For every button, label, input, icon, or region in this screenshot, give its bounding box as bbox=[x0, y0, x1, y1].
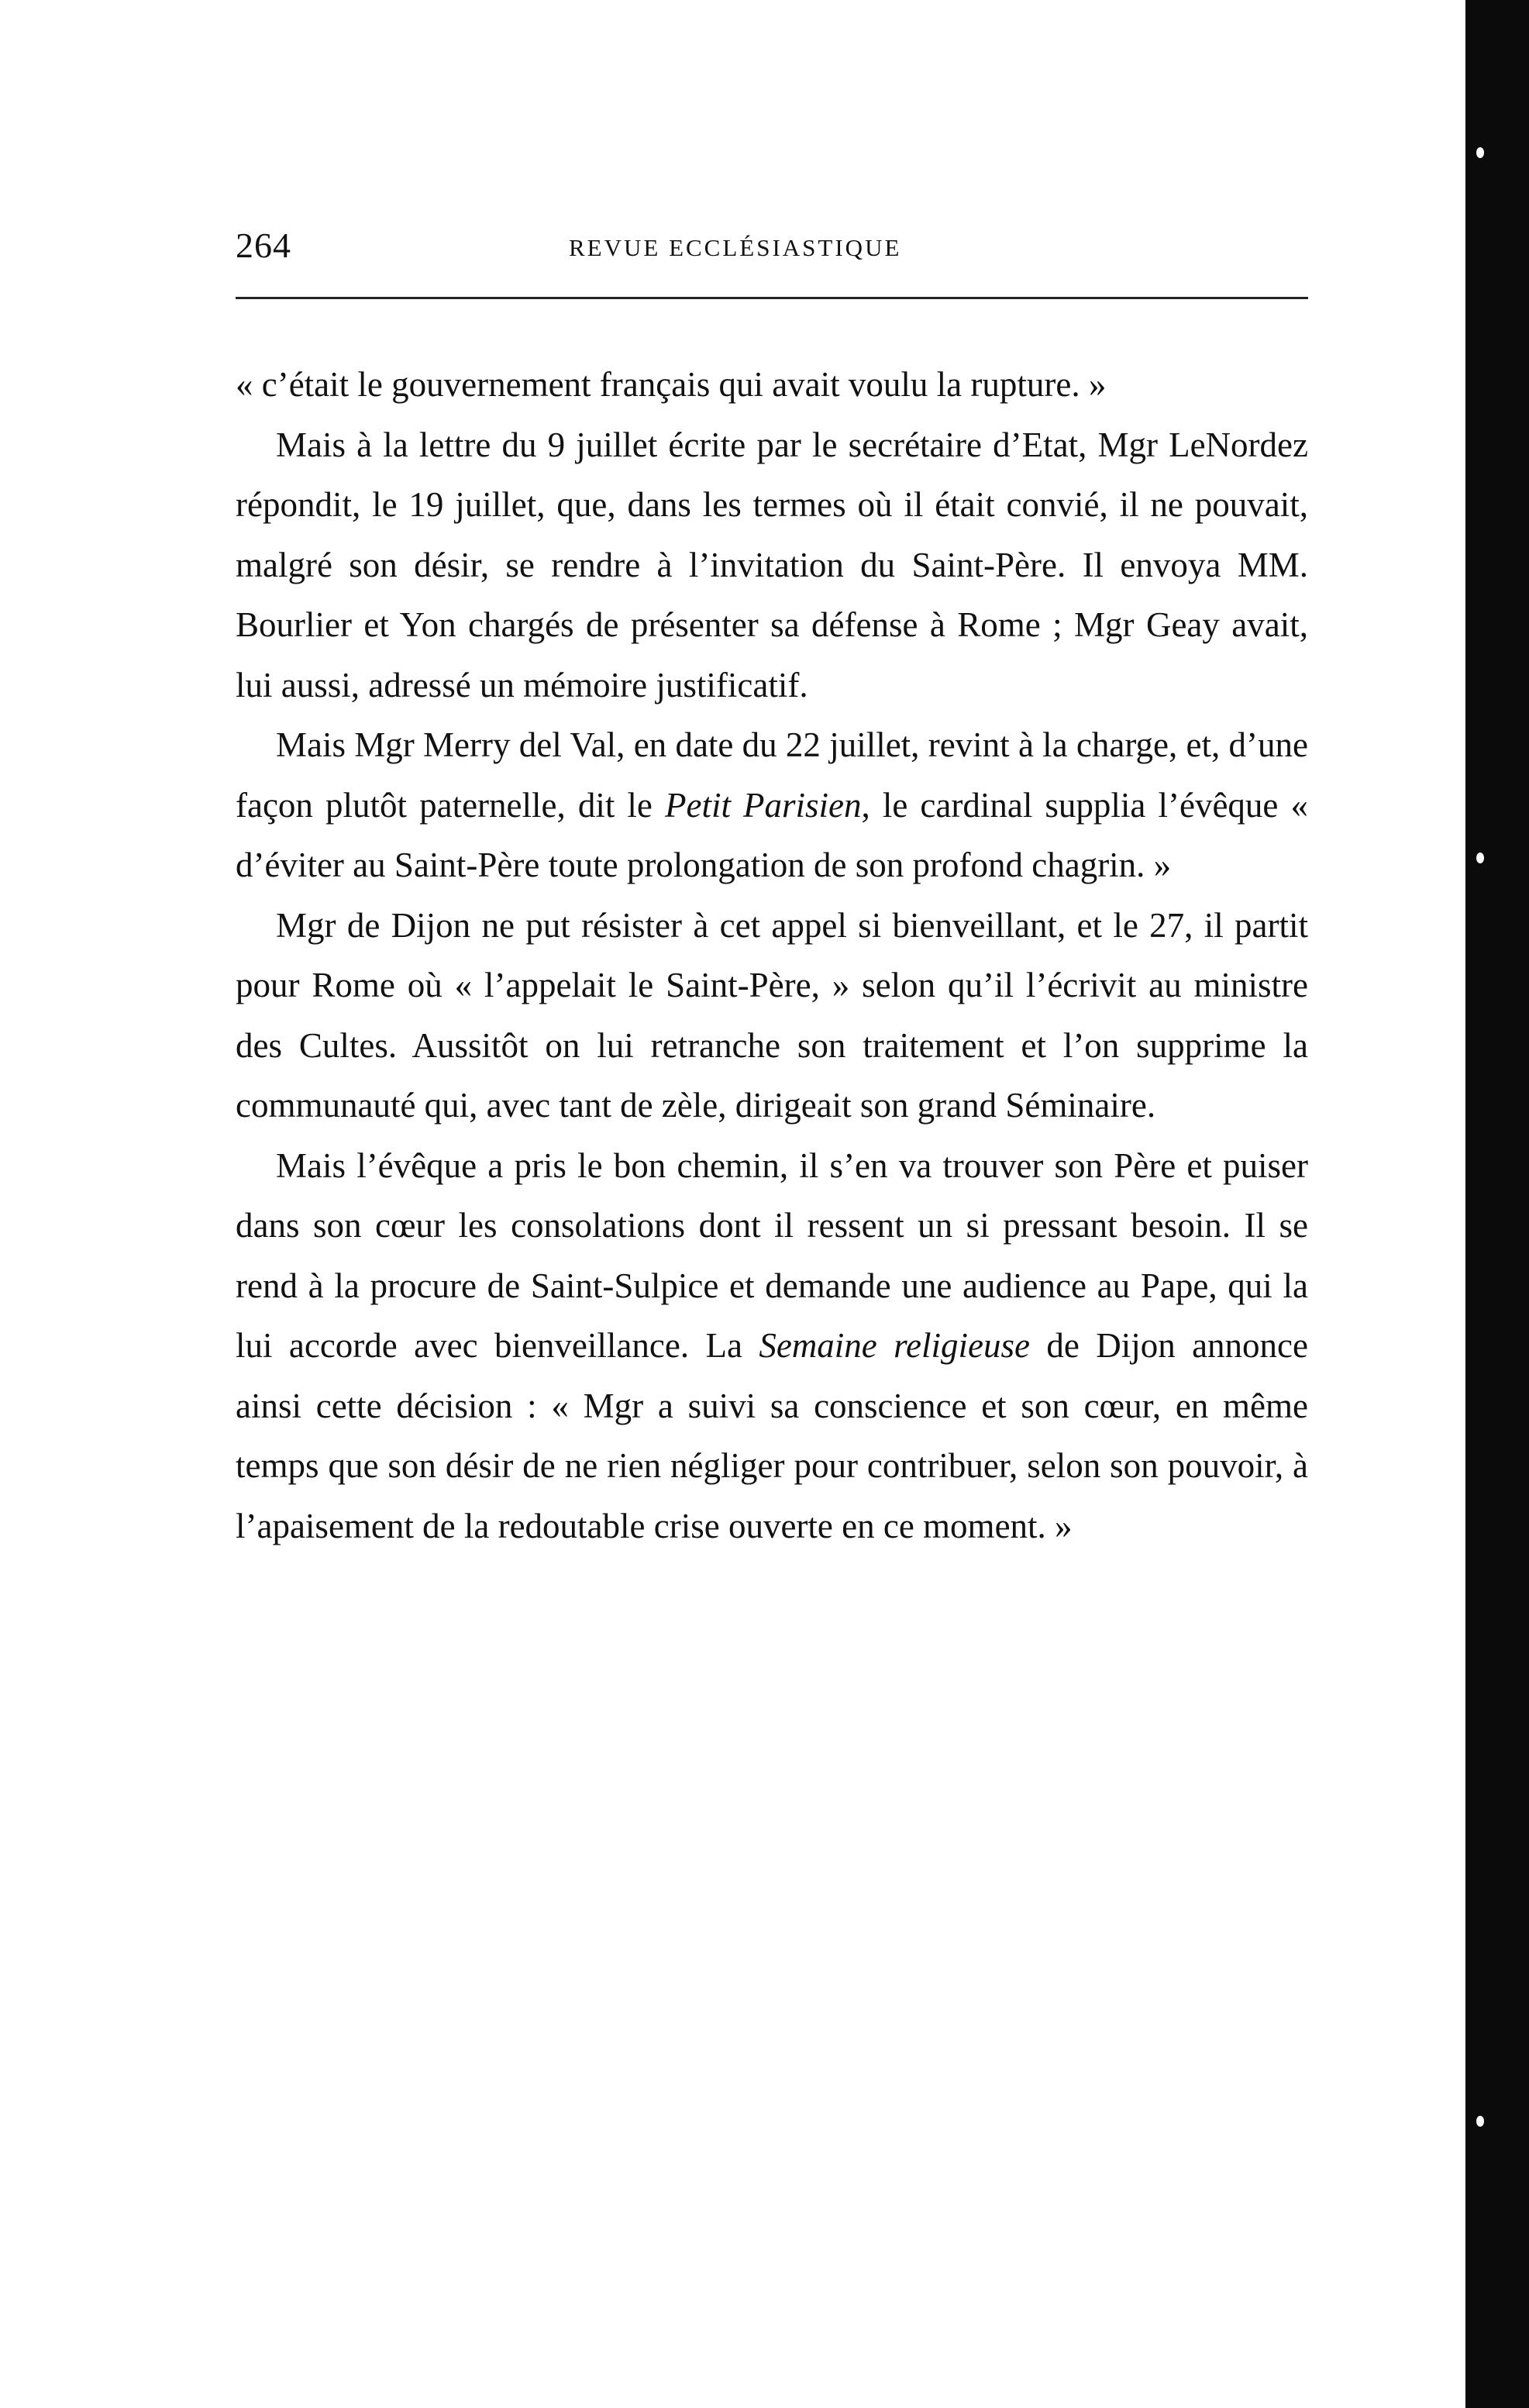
text-run: Mais à la lettre du 9 juillet écrite par le secrétaire d’Etat, Mgr LeNordez répondit, le 19 juillet, que, dans les termes où il était convié, il ne pouvait, malgré son désir, se rendre à l’invitation du Saint-Père. Il envoya MM. Bourlier et Yon chargés de présenter sa défense à Rome ; Mgr Geay avait, lui aussi, adressé un mémoire justificatif. bbox=[236, 425, 1308, 704]
scan-speck bbox=[1476, 147, 1484, 158]
paragraph bbox=[236, 715, 1308, 896]
scan-edge bbox=[1465, 0, 1529, 2408]
header-rule bbox=[236, 297, 1308, 299]
body-text bbox=[236, 355, 1308, 1556]
italic-title: Petit Parisien bbox=[664, 785, 862, 825]
text-run: , le cardinal supplia l’évêque « d’éviter au Saint-Père toute prolongation de son profond chagrin. » bbox=[236, 785, 1308, 884]
running-head: REVUE ECCLÉSIASTIQUE bbox=[569, 234, 902, 261]
paragraph bbox=[236, 896, 1308, 1136]
text-run: Mgr de Dijon ne put résister à cet appel si bienveillant, et le 27, il partit pour Rome où « l’appelait le Saint-Père, » selon qu’il l’écrivit au ministre des Cultes. Aussitôt on lui retranche son traitement et l’on supprime la communauté qui, avec tant de zèle, dirigeait son grand Séminaire. bbox=[236, 905, 1308, 1125]
paragraph bbox=[236, 415, 1308, 716]
paragraph bbox=[236, 355, 1308, 415]
text-run: « c’était le gouvernement français qui avait voulu la rupture. » bbox=[236, 365, 1107, 404]
text-run: Mais Mgr Merry del Val, en date du 22 juillet, revint à la charge, et, d’une façon plutôt paternelle, dit le bbox=[236, 725, 1308, 825]
italic-title: Semaine religieuse bbox=[759, 1326, 1030, 1365]
page-number: 264 bbox=[236, 226, 291, 265]
text-run: de Dijon annonce ainsi cette décision : « Mgr a suivi sa conscience et son cœur, en même temps que son désir de ne rien négliger pour contribuer, selon son pouvoir, à l’apaisement de la redoutable crise ouverte en ce moment. » bbox=[236, 1326, 1309, 1545]
text-run: Mais l’évêque a pris le bon chemin, il s’en va trouver son Père et puiser dans son cœur les consolations dont il ressent un si pressant besoin. Il se rend à la procure de Saint-Sulpice et demande une audience au Pape, qui la lui accorde avec bienveillance. La bbox=[236, 1145, 1308, 1365]
paragraph bbox=[236, 1136, 1308, 1557]
scan-speck bbox=[1476, 853, 1484, 863]
scan-speck bbox=[1476, 2116, 1484, 2127]
page-header bbox=[236, 225, 1308, 279]
